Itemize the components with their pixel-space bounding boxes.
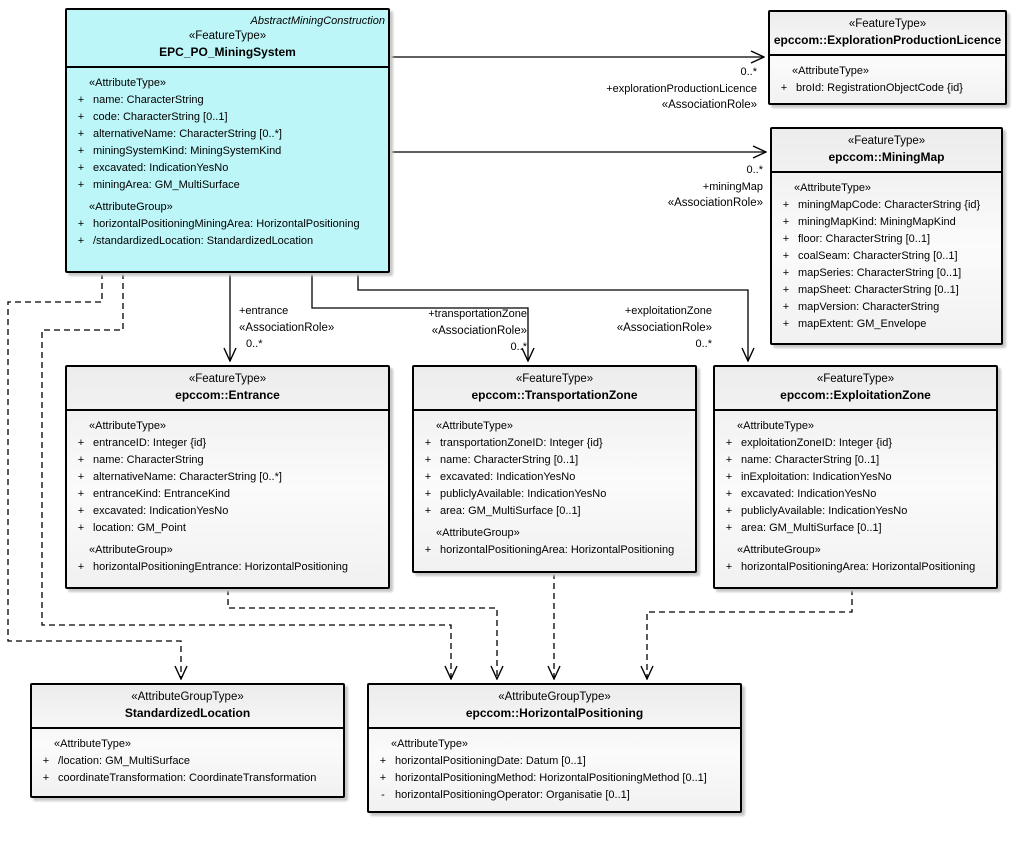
attribute-text: name: CharacterString [93,94,204,106]
attribute-row [416,503,693,520]
class-title [414,367,695,411]
visibility-marker: + [77,235,85,247]
attribute-list [67,68,388,252]
class-stereotype: «FeatureType» [188,373,267,385]
class-name: epccom::TransportationZone [471,388,638,402]
visibility-marker: - [381,789,385,801]
visibility-marker: + [77,179,85,191]
attribute-text: miningSystemKind: MiningSystemKind [93,145,282,157]
visibility-marker: + [424,454,432,466]
role-label: +exploitationZone [624,305,712,317]
visibility-marker: + [782,199,790,211]
visibility-marker: + [725,437,733,449]
visibility-marker: + [725,488,733,500]
attribute-row [717,452,994,469]
attribute-text: horizontalPositioningArea: HorizontalPositioning [741,561,976,573]
attribute-text: inExploitation: IndicationYesNo [741,471,892,483]
attribute-row [69,520,386,537]
visibility-marker: + [77,128,85,140]
class-standardizedlocation[interactable] [30,683,345,798]
visibility-marker: + [782,233,790,245]
stereotype-label: «AttributeGroup» [436,527,520,539]
attribute-row [416,486,693,503]
class-title [772,129,1001,173]
attribute-text: /location: GM_MultiSurface [58,755,191,767]
class-epc-po-miningsystem[interactable] [65,8,390,273]
class-title [715,367,996,411]
attribute-text: publiclyAvailable: IndicationYesNo [440,488,607,500]
multiplicity-label: 0..* [695,337,712,350]
dep-entrance-horizontalpositioning [228,589,497,679]
visibility-marker: + [77,162,85,174]
attribute-row [69,486,386,503]
attribute-row [717,520,994,537]
attribute-row [69,92,386,109]
class-stereotype: «FeatureType» [188,30,267,42]
attribute-row [69,109,386,126]
visibility-marker: + [42,755,50,767]
visibility-marker: + [77,145,85,157]
attribute-text: area: GM_MultiSurface [0..1] [741,522,882,534]
attribute-row [717,559,994,576]
attribute-text: coalSeam: CharacterString [0..1] [798,250,958,262]
attribute-text: code: CharacterString [0..1] [93,111,228,123]
attribute-list [369,729,740,806]
attribute-text: alternativeName: CharacterString [0..*] [93,471,282,483]
attribute-text: horizontalPositioningArea: HorizontalPositioning [440,544,675,556]
visibility-marker: + [782,250,790,262]
attribute-text: broId: RegistrationObjectCode {id} [796,82,963,94]
association-label-transportationzone [428,306,527,355]
class-title [67,367,388,411]
attribute-row [717,469,994,486]
attribute-row [69,503,386,520]
attribute-text: mapExtent: GM_Envelope [798,318,927,330]
visibility-marker: + [77,454,85,466]
attribute-text: excavated: IndicationYesNo [440,471,576,483]
stereotype-label: «AttributeType» [391,738,469,750]
associationrole-stereotype: «AssociationRole» [239,321,335,334]
attribute-row [69,435,386,452]
attribute-row [774,282,999,299]
class-horizontalpositioning[interactable] [367,683,742,813]
attribute-row [69,233,386,250]
visibility-marker: + [782,284,790,296]
visibility-marker: + [725,471,733,483]
parent-class-note: AbstractMiningConstruction [250,15,385,27]
visibility-marker: + [782,216,790,228]
attribute-text: mapSheet: CharacterString [0..1] [798,284,959,296]
multiplicity-label: 0..* [740,66,757,78]
class-exploitationzone[interactable] [713,365,998,589]
attribute-text: miningArea: GM_MultiSurface [93,179,240,191]
attribute-text: floor: CharacterString [0..1] [798,233,931,245]
visibility-marker: + [77,488,85,500]
attribute-text: miningMapKind: MiningMapKind [798,216,956,228]
visibility-marker: + [782,318,790,330]
stereotype-label: «AttributeType» [436,420,514,432]
attribute-text: excavated: IndicationYesNo [93,505,229,517]
visibility-marker: + [424,505,432,517]
stereotype-label: «AttributeGroup» [89,201,173,213]
stereotype-label: «AttributeType» [89,420,167,432]
class-title [770,12,1005,56]
association-label-explorationproductionlicence [606,64,757,113]
attribute-row [69,143,386,160]
attribute-text: horizontalPositioningMethod: HorizontalPositioningMethod [0..1] [395,772,707,784]
visibility-marker: + [77,471,85,483]
attribute-row [69,452,386,469]
attribute-row [774,248,999,265]
visibility-marker: + [77,437,85,449]
visibility-marker: + [782,267,790,279]
multiplicity-label: 0..* [246,337,263,350]
attribute-list [32,729,343,789]
visibility-marker: + [77,561,85,573]
stereotype-label: «AttributeType» [54,738,132,750]
visibility-marker: + [77,218,85,230]
attribute-list [770,56,1005,99]
attribute-list [715,411,996,578]
attribute-text: alternativeName: CharacterString [0..*] [93,128,282,140]
visibility-marker: + [77,505,85,517]
attribute-row [416,469,693,486]
visibility-marker: + [725,505,733,517]
visibility-marker: + [782,301,790,313]
role-label: +explorationProductionLicence [606,82,757,95]
class-stereotype: «FeatureType» [847,135,926,147]
attribute-row [717,503,994,520]
attribute-text: coordinateTransformation: CoordinateTransformation [58,772,317,784]
visibility-marker: + [725,561,733,573]
class-stereotype: «FeatureType» [816,373,895,385]
class-stereotype: «FeatureType» [848,18,927,30]
attribute-text: horizontalPositioningEntrance: HorizontalPositioning [93,561,348,573]
attribute-text: miningMapCode: CharacterString {id} [798,199,981,211]
attribute-row [416,435,693,452]
attribute-text: horizontalPositioningDate: Datum [0..1] [395,755,586,767]
attribute-list [67,411,388,578]
visibility-marker: + [725,522,733,534]
attribute-row [774,265,999,282]
associationrole-stereotype: «AssociationRole» [431,324,527,337]
attribute-row [69,126,386,143]
stereotype-label: «AttributeType» [89,77,167,89]
visibility-marker: + [780,82,788,94]
attribute-text: entranceKind: EntranceKind [93,488,230,500]
visibility-marker: + [424,437,432,449]
attribute-text: name: CharacterString [93,454,204,466]
attribute-text: name: CharacterString [0..1] [440,454,579,466]
attribute-text: location: GM_Point [93,522,186,534]
stereotype-label: «AttributeType» [737,420,815,432]
attribute-row [774,299,999,316]
attribute-row [69,177,386,194]
attribute-row [34,770,341,787]
class-name: epccom::Entrance [175,388,280,402]
role-label: +entrance [239,305,289,317]
association-label-miningmap [668,162,763,211]
class-title [32,685,343,729]
attribute-row [774,231,999,248]
attribute-row [774,197,999,214]
attribute-row [371,770,738,787]
attribute-row [69,216,386,233]
class-miningmap[interactable] [770,127,1003,345]
class-name: epccom::ExploitationZone [780,388,931,402]
attribute-text: exploitationZoneID: Integer {id} [741,437,893,449]
visibility-marker: + [77,94,85,106]
attribute-row [371,787,738,804]
attribute-text: excavated: IndicationYesNo [741,488,877,500]
attribute-row [774,316,999,333]
dep-exploitationzone-horizontalpositioning [647,589,852,679]
class-entrance[interactable] [65,365,390,589]
class-title [369,685,740,729]
role-label: +transportationZone [428,308,527,320]
attribute-text: publiclyAvailable: IndicationYesNo [741,505,908,517]
visibility-marker: + [77,522,85,534]
attribute-list [772,173,1001,335]
visibility-marker: + [424,488,432,500]
visibility-marker: + [379,755,387,767]
class-stereotype: «AttributeGroupType» [131,691,244,703]
attribute-list [414,411,695,561]
attribute-row [69,559,386,576]
visibility-marker: + [424,544,432,556]
class-name: EPC_PO_MiningSystem [159,45,296,59]
attribute-row [34,753,341,770]
attribute-text: mapSeries: CharacterString [0..1] [798,267,962,279]
attribute-text: transportationZoneID: Integer {id} [440,437,603,449]
attribute-text: excavated: IndicationYesNo [93,162,229,174]
associationrole-stereotype: «AssociationRole» [661,99,757,111]
attribute-row [69,160,386,177]
stereotype-label: «AttributeType» [794,182,872,194]
stereotype-label: «AttributeGroup» [737,544,821,556]
class-name: epccom::HorizontalPositioning [465,706,644,720]
association-label-exploitationzone [617,303,712,352]
attribute-text: name: CharacterString [0..1] [741,454,880,466]
visibility-marker: + [77,111,85,123]
attribute-text: horizontalPositioningMiningArea: HorizontalPositioning [93,218,360,230]
attribute-row [371,753,738,770]
association-label-entrance [239,303,334,352]
attribute-text: mapVersion: CharacterString [798,301,940,313]
class-stereotype: «FeatureType» [515,373,594,385]
attribute-row [774,214,999,231]
attribute-text: entranceID: Integer {id} [93,437,207,449]
class-transportationzone[interactable] [412,365,697,573]
role-label: +miningMap [702,180,763,193]
stereotype-label: «AttributeGroup» [89,544,173,556]
stereotype-label: «AttributeType» [792,65,870,77]
class-title [67,10,388,68]
class-name: epccom::ExplorationProductionLicence [773,33,1002,47]
multiplicity-label: 0..* [510,340,527,353]
class-name: StandardizedLocation [124,706,251,720]
class-stereotype: «AttributeGroupType» [498,691,611,703]
associationrole-stereotype: «AssociationRole» [616,321,712,334]
visibility-marker: + [424,471,432,483]
attribute-row [416,542,693,559]
multiplicity-label: 0..* [746,164,763,176]
visibility-marker: + [725,454,733,466]
attribute-row [416,452,693,469]
visibility-marker: + [379,772,387,784]
attribute-text: horizontalPositioningOperator: Organisatie [0..1] [395,789,630,801]
attribute-text: /standardizedLocation: StandardizedLocation [93,235,314,247]
attribute-row [772,80,1003,97]
associationrole-stereotype: «AssociationRole» [667,197,763,209]
class-name: epccom::MiningMap [828,150,945,164]
attribute-row [717,486,994,503]
attribute-text: area: GM_MultiSurface [0..1] [440,505,581,517]
visibility-marker: + [42,772,50,784]
attribute-row [717,435,994,452]
attribute-row [69,469,386,486]
class-explorationproductionlicence[interactable] [768,10,1007,105]
